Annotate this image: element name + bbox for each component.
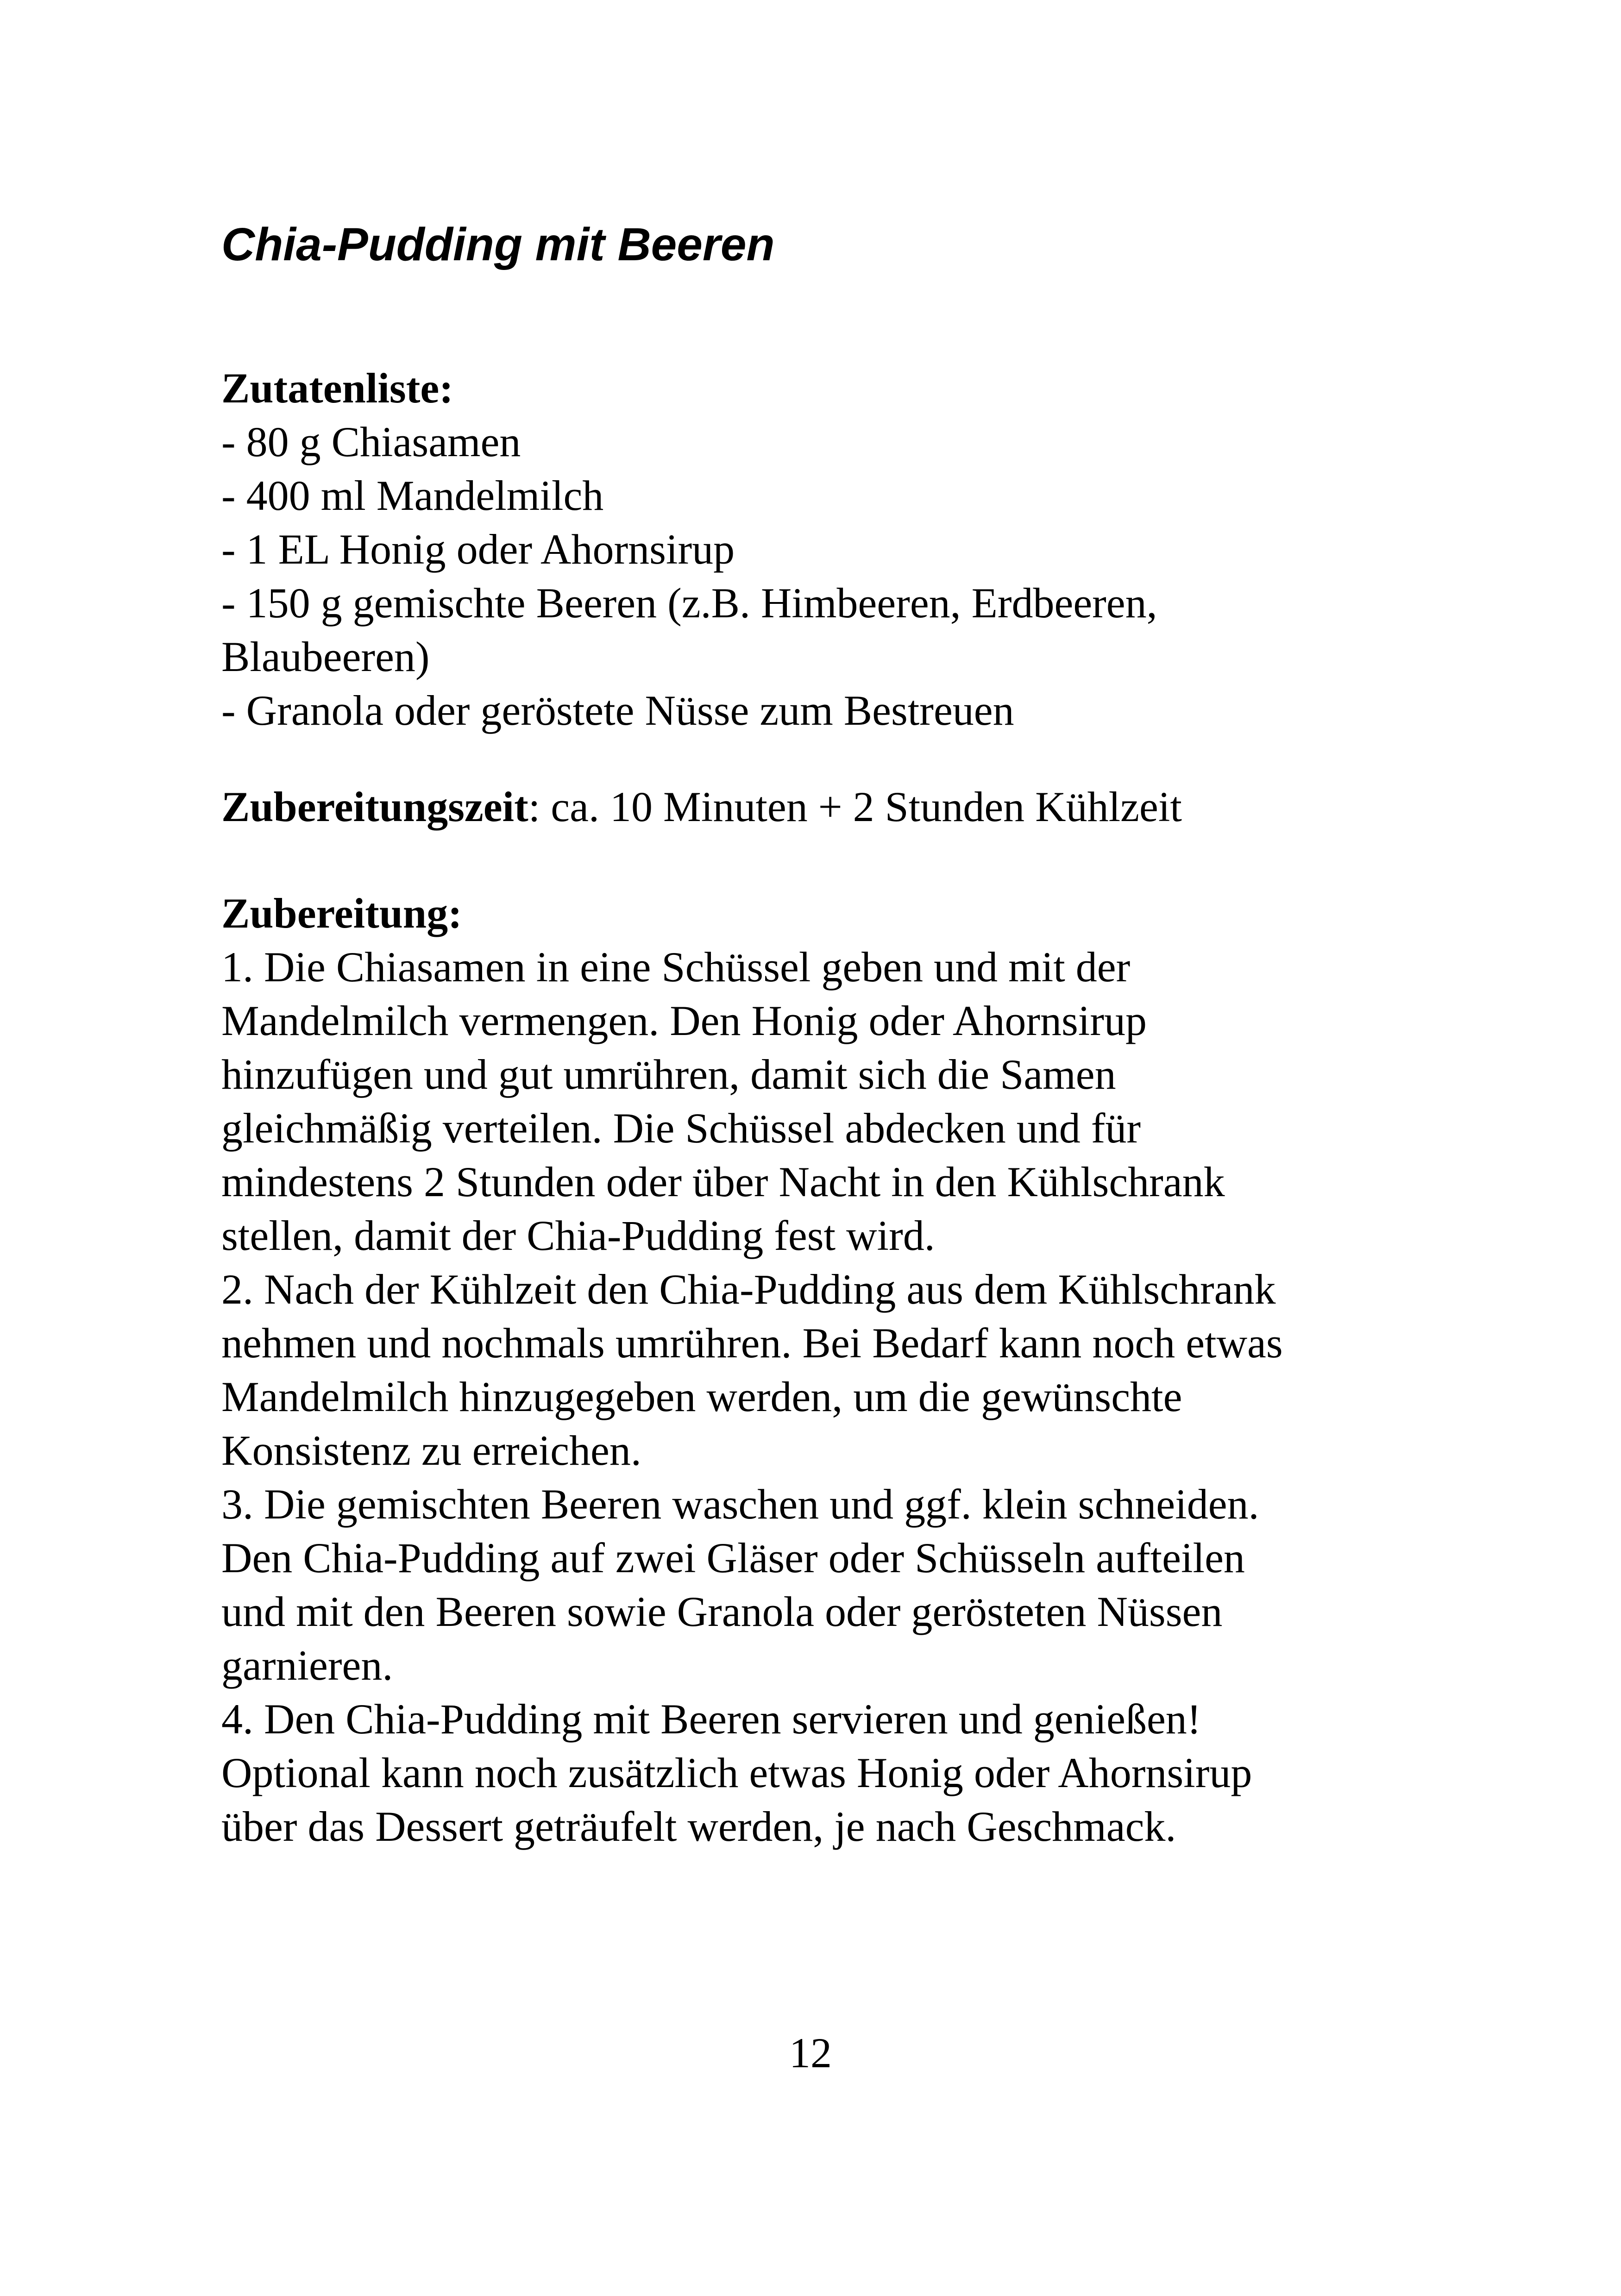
ingredient-line: - 150 g gemischte Beeren (z.B. Himbeeren, Erdbeeren,: [221, 579, 1157, 627]
prep-time-label: Zubereitungszeit: [221, 783, 528, 830]
preparation-line: 3. Die gemischten Beeren waschen und ggf. klein schneiden.: [221, 1480, 1259, 1528]
prep-time-section: [221, 780, 1435, 834]
preparation-line: über das Dessert geträufelt werden, je nach Geschmack.: [221, 1803, 1176, 1850]
preparation-line: hinzufügen und gut umrühren, damit sich die Samen: [221, 1051, 1116, 1098]
preparation-line: Konsistenz zu erreichen.: [221, 1427, 641, 1474]
ingredient-line: - Granola oder geröstete Nüsse zum Bestreuen: [221, 687, 1014, 734]
preparation-line: Mandelmilch hinzugegeben werden, um die gewünschte: [221, 1373, 1182, 1420]
ingredient-line: Blaubeeren): [221, 633, 430, 680]
preparation-line: nehmen und nochmals umrühren. Bei Bedarf kann noch etwas: [221, 1319, 1283, 1367]
preparation-line: Optional kann noch zusätzlich etwas Honig oder Ahornsirup: [221, 1749, 1252, 1796]
recipe-title: Chia-Pudding mit Beeren: [221, 219, 775, 270]
preparation-line: und mit den Beeren sowie Granola oder gerösteten Nüssen: [221, 1588, 1223, 1635]
preparation-line: gleichmäßig verteilen. Die Schüssel abdecken und für: [221, 1104, 1141, 1152]
ingredient-line: - 80 g Chiasamen: [221, 418, 521, 465]
prep-time-line: [221, 780, 1435, 834]
preparation-line: Den Chia-Pudding auf zwei Gläser oder Schüsseln aufteilen: [221, 1534, 1245, 1581]
ingredients-section: [221, 361, 1435, 737]
preparation-heading: Zubereitung:: [221, 890, 462, 937]
preparation-line: 2. Nach der Kühlzeit den Chia-Pudding aus dem Kühlschrank: [221, 1266, 1276, 1313]
ingredient-line: - 1 EL Honig oder Ahornsirup: [221, 526, 735, 573]
ingredient-line: - 400 ml Mandelmilch: [221, 472, 604, 519]
preparation-line: garnieren.: [221, 1642, 393, 1689]
prep-time-value: : ca. 10 Minuten + 2 Stunden Kühlzeit: [528, 783, 1182, 830]
preparation-line: 1. Die Chiasamen in eine Schüssel geben und mit der: [221, 943, 1131, 991]
preparation-line: 4. Den Chia-Pudding mit Beeren servieren und genießen!: [221, 1695, 1201, 1743]
preparation-line: Mandelmilch vermengen. Den Honig oder Ahornsirup: [221, 997, 1147, 1044]
preparation-section: [221, 886, 1435, 1853]
preparation-line: mindestens 2 Stunden oder über Nacht in den Kühlschrank: [221, 1158, 1225, 1205]
page-number: 12: [789, 2029, 832, 2076]
preparation-line: stellen, damit der Chia-Pudding fest wird.: [221, 1212, 935, 1259]
ingredients-heading: Zutatenliste:: [221, 364, 453, 412]
